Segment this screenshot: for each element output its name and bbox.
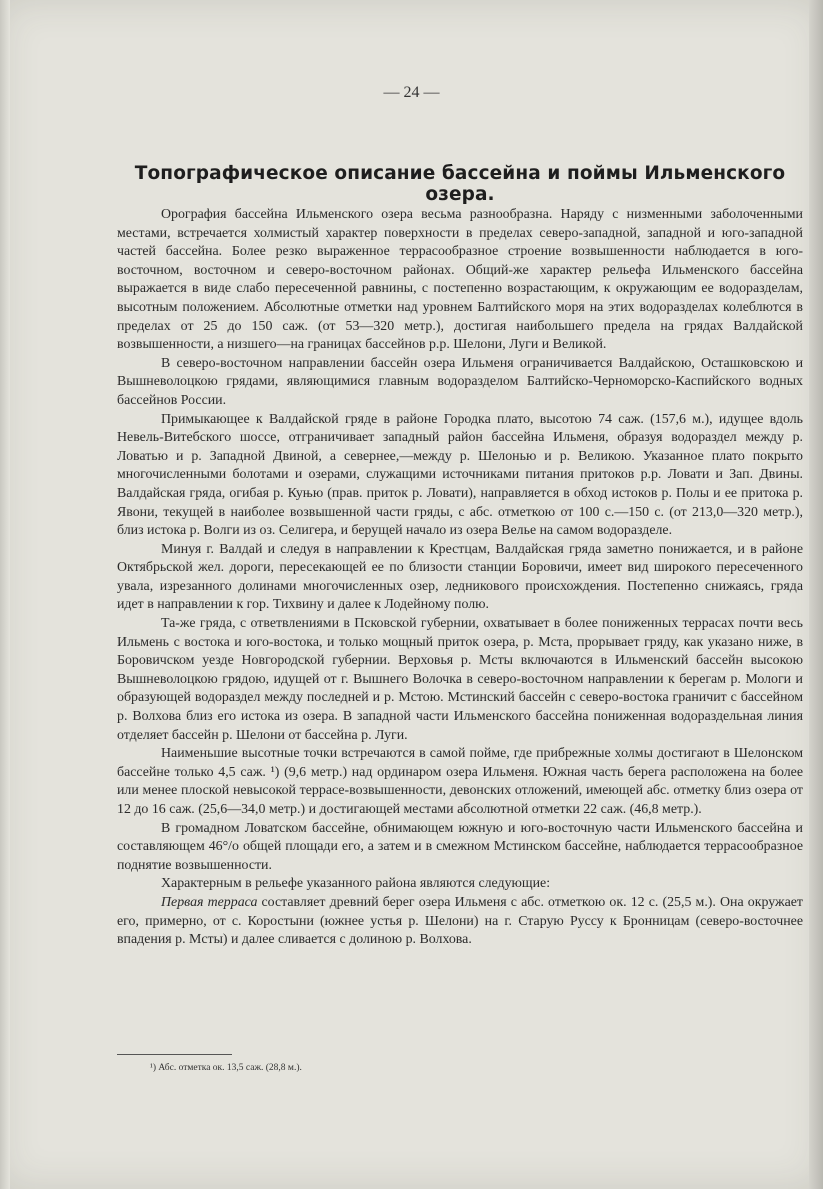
footnote-divider (117, 1054, 232, 1055)
paragraph: Орография бассейна Ильменского озера весьма разнообразна. Наряду с низменными заболоченными местами, встречается холмистый характер поверхности в пределах северо-западной, западной и юго-западной частей бассейна. Более резко выраженное террасообразное строение возвышенности наблюдается в юго-восточном, восточном и северо-восточном районах. Общий-же характер рельефа Ильменского бассейна выражается в виде слабо пересеченной равнины, с постепенно возрастающим, к окружающим ее водоразделам, высотным положением. Абсолютные отметки над уровнем Балтийского моря на этих водоразделах колеблются в пределах от 25 до 150 саж. (от 53—320 метр.), достигая наибольшего предела на грядах Валдайской возвышенности, а низшего—на границах бассейнов р.р. Шелони, Луги и Великой. (117, 207, 803, 353)
page-title: Топографическое описание бассейна и поймы Ильменского озера. (134, 163, 786, 205)
page-left-edge (0, 0, 10, 1189)
paragraph: Наименьшие высотные точки встречаются в самой пойме, где прибрежные холмы достигают в Шелонском бассейне только 4,5 саж. ¹) (9,6 метр.) над ординаром озера Ильменя. Южная часть берега расположена на более или менее плоской невысокой террасе-возвышенности, девонских отложений, имеющей абс. отметку близ озера от 12 до 16 саж. (25,6—34,0 метр.) и достигающей местами абсолютной отметки 22 саж. (46,8 метр.). (117, 746, 803, 817)
footnote: ¹) Абс. отметка ок. 13,5 саж. (28,8 м.). (150, 1063, 302, 1073)
terrace-heading: Первая терраса (161, 894, 258, 910)
paragraph: В громадном Ловатском бассейне, обнимающем южную и юго-восточную части Ильменского бассейна и составляющем 46°/о общей площади его, а затем и в смежном Мстинском бассейне, наблюдается террасообразное поднятие возвышенности. (117, 820, 803, 873)
terrace-description: составляет древний берег озера Ильменя с абс. отметкою ок. 12 с. (25,5 м.). Она окружает его, примерно, от с. Коростыни (южнее устья р. Шелони) на г. Старую Руссу к Бронницам (северо-восточнее впадения р. Мсты) и далее сливается с долиною р. Волхова. (117, 894, 803, 948)
page-number: — 24 — (383, 84, 440, 101)
paragraph: Минуя г. Валдай и следуя в направлении к Крестцам, Валдайская гряда заметно понижается, и в районе Октябрьской жел. дороги, пересекающей ее по близости станции Боровичи, имеет вид широкого пересеченного увала, изрезанного долинами многочисленных озер, ледникового происхождения. Постепенно снижаясь, гряда идет в направлении к гор. Тихвину и далее к Лодейному полю. (117, 541, 803, 613)
paragraph-terrace (117, 894, 803, 950)
paragraph: Характерным в рельефе указанного района являются следующие: (161, 876, 551, 892)
page-right-edge (809, 0, 823, 1189)
paragraph: Примыкающее к Валдайской гряде в районе Городка плато, высотою 74 саж. (157,6 м.), идущее вдоль Невель-Витебского шоссе, отграничивает западный район бассейна Ильменя, образуя водораздел между р. Ловатью и р. Западной Двиной, а севернее,—между р. Шелонью и р. Великою. Указанное плато покрыто многочисленными болотами и озерами, служащими источниками питания притоков р.р. Ловати и Зап. Двины. Валдайская гряда, огибая р. Куњю (прав. приток р. Ловати), направляется в обход истоков р. Полы и ее притока р. Явони, текущей в наиболее возвышенной части гряды, с абс. отметкою от 100 с.—150 с. (от 213,0—320 метр.), близ истока р. Волги из оз. Селигера, и берущей начало из озера Велье на самом водоразделе. (117, 411, 803, 539)
paragraph: Та-же гряда, с ответвлениями в Псковской губернии, охватывает в более пониженных террасах почти весь Ильмень с востока и юго-востока, и только мощный приток озера, р. Мста, прорывает гряду, как указано ниже, в Боровичском уезде Новгородской губернии. Верховья р. Мсты включаются в Ильменский бассейн высокою Вышневолоцкою грядою, идущей от г. Вышнего Волочка в северо-восточном направлении к берегам р. Мологи и образующей водораздел между последней и р. Мстою. Мстинский бассейн с северо-востока граничит с бассейном р. Волхова близ его истока из озера. В западной части Ильменского бассейна пониженная водораздельная линия отделяет бассейн р. Шелони от бассейна р. Луги. (117, 616, 803, 743)
body-text (117, 206, 803, 950)
paragraph: В северо-восточном направлении бассейн озера Ильменя ограничивается Валдайскою, Осташковскою и Вышневолоцкою грядами, являющимися главным водоразделом Балтийско-Черноморско-Каспийского водных бассейнов России. (117, 355, 803, 408)
